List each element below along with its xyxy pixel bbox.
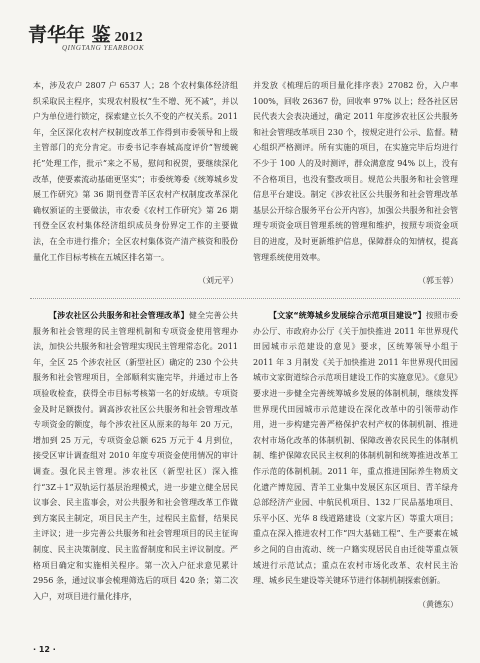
- article-text: 按照市委办公厅、市政府办公厅《关于加快推进 2011 年世界现代田园城市示范建设的意见》要求，区统筹领导小组于 2011 年 3 月制发《关于加快推进 2011 年世界现代田园城市文家街道综合示范项目建设工作的实施意见》。《意见》要求进一步健全完善统筹城乡发展的体制机制，继续发挥世界现代田园城市示范建设在深化改革中的引领带动作用，进一步构建完善严格保护农村产权的体制机制、推进农村市场化改革的体制机制、保障改善农民民生的体制机制、维护保障农民民主权利的体制机制和统筹推进改革工作示范的体制机制。2011 年，重点推进国际养生物质文化遗产博览园、青羊工业集中发展区东区项目、青羊绿舟总部经济产业园、中航民机项目、132 厂民品基地项目、乐平小区、光华 8 线道路建设（文家片区）等重大项目；重点在深入推进农村工作“四大基础工程”、生产要素在城乡之间的自由流动、统一户籍实现居民自由迁徙等重点领域进行示范试点；重点在农村市场化改革、农村民主治理、城乡民生建设等关键环节进行体制机制探索创新。: [253, 311, 459, 586]
- logo-subtitle: QINGTANG YEARBOOK: [62, 44, 145, 52]
- logo-brand-text: 青华: [28, 24, 67, 46]
- section-divider: [30, 298, 460, 299]
- article-column-1: [33, 78, 238, 289]
- article-column-4: [253, 308, 458, 612]
- author-signature: （黄德东）: [418, 599, 458, 609]
- page-number: · 12 ·: [33, 645, 56, 654]
- yearbook-logo: [28, 20, 143, 47]
- article-column-3: [33, 308, 238, 604]
- author-signature: （郭玉蓉）: [418, 276, 458, 286]
- section-heading: 【文家“统筹城乡发展综合示范项目建设”】: [269, 311, 426, 320]
- page-header: [22, 20, 462, 54]
- logo-year: 2012: [114, 30, 143, 45]
- logo-title-text: 年 鉴: [66, 24, 111, 46]
- article-text: 本，涉及农户 2807 户 6537 人；28 个农村集体经济组织采取民主程序，实现农村股权“生不增、死不减”，并以户为单位进行锁定，探索建立长久不变的产权关系。2011 年，全区深化农村产权制度改革工作得到市委领导和上级主管部门的充分肯定。市委书记李春城高度评价“智缓碗托”处理工作，批示“来之不易，慰问和祝贺，要继续深化改革，使要素流动基础更坚实”；市委统筹委《统筹城乡发展工作研究》第 36 期刊登青羊区农村产权制度改革深化确权颁证的主要做法，市农委《农村工作研究》第 26 期刊登全区农村集体经济组织成员身份界定工作的主要做法，在全市进行推介；全区农村集体资产清产核资和股份量化工作目标考核在五城区排名第一。: [33, 81, 238, 262]
- article-text: 并发放《梳理后的项目量化排序表》27082 份，入户率 100%，回收 26367 份，回收率 97% 以上；经各社区居民代表大会表决通过，确定 2011 年度涉农社区公共服务和社会管理改革项目 230 个，按规定进行公示、监督。精心组织严格测评。所有实施的项目，在实施完毕后均进行不少于 100 人的及时测评，群众满意度 94% 以上，没有不合格项目，也没有整改项目。规范公共服务和社会管理信息平台建设。制定《涉农社区公共服务和社会管理改革基层公开综合服务平台公开内容》，加强公共服务和社会管理专项资金项目管理系统的管理和维护，按照专项资金项目的进度，及时更新维护信息，保障群众的知情权，提高管理系统使用效率。: [253, 81, 458, 262]
- author-signature: （刘元平）: [198, 276, 238, 286]
- article-text: 健全完善公共服务和社会管理的民主管理机制和专项资金使用管理办法，加快公共服务和社会管理实现民主管理常态化。2011 年，全区 25 个涉农社区（新型社区）确定的 230 个公共服务和社会管理项目，全部顺利实施完毕，并通过市上各项验收检查，获得全市目标考核第一名的好成绩。专项资金及时足额拨付。调高涉农社区公共服务和社会管理改革专项资金的额度，每个涉农社区从原来的每年 20 万元，增加到 25 万元，专项资金总额 625 万元于 4 月到位，接受区审计调查组对 2010 年度专项资金使用情况的审计调查。强化民主管理。涉农社区（新型社区）深入推行“3Z＋1”双轨运行基层治理模式，进一步建立健全居民议事会、民主监事会，对公共服务和社会管理改革工作做到方案民主制定，项目民主产生，过程民主监督，结果民主评议；进一步完善公共服务和社会管理项目的民主征询制度、民主决策制度、民主监督制度和民主评议制度。严格项目确定和实施相关程序。第一次入户征求意见累计 2956 条，通过议事会梳理筛选后的项目 420 条；第二次入户，对项目进行量化排序，: [33, 311, 239, 601]
- article-column-2: [253, 78, 458, 289]
- section-heading: 【涉农社区公共服务和社会管理改革】: [49, 311, 189, 320]
